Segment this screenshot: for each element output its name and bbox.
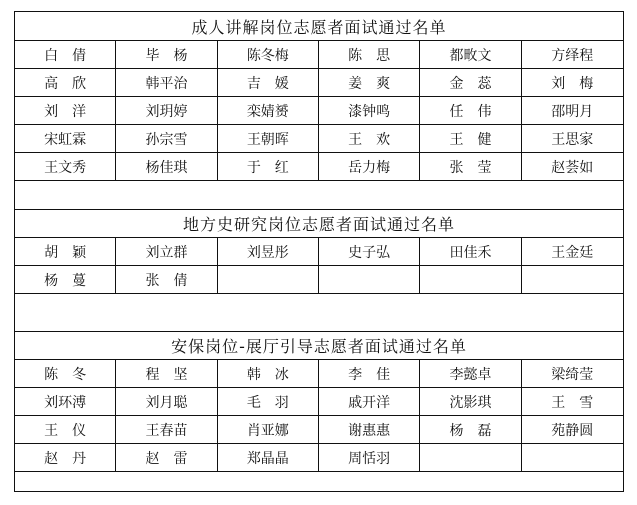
name-cell: 王 仪 — [15, 416, 116, 443]
name-cell: 梁绮莹 — [551, 366, 594, 383]
name-cell: 姜 爽 — [319, 69, 420, 96]
name-cell — [420, 266, 521, 293]
spacer-row — [15, 181, 623, 210]
name-cell: 赵 雷 — [116, 444, 217, 471]
table-row — [15, 238, 623, 266]
name-cell: 赵 丹 — [15, 444, 116, 471]
name-cell: 田佳禾 — [420, 238, 521, 265]
name-cell: 邵明月 — [551, 103, 594, 120]
name-cell: 刘立群 — [116, 238, 217, 265]
name-cell — [522, 266, 623, 293]
name-cell: 程 坚 — [116, 360, 217, 387]
name-cell: 陈 冬 — [15, 360, 116, 387]
name-cell: 张 莹 — [420, 153, 521, 180]
name-cell: 陈 思 — [319, 41, 420, 68]
name-cell: 王金廷 — [551, 244, 594, 261]
name-cell: 刘 洋 — [15, 97, 116, 124]
name-cell: 苑静圆 — [551, 422, 594, 439]
name-cell: 张 倩 — [116, 266, 217, 293]
name-cell: 郑晶晶 — [218, 444, 319, 471]
name-cell: 刘玥婷 — [116, 97, 217, 124]
name-cell: 栾婧赟 — [218, 97, 319, 124]
table-row — [15, 266, 623, 294]
name-cell: 王 雪 — [551, 394, 594, 411]
name-cell: 方绎程 — [551, 47, 594, 64]
name-cell: 刘环溥 — [15, 388, 116, 415]
table-row — [15, 360, 623, 388]
name-cell: 任 伟 — [420, 97, 521, 124]
name-cell: 高 欣 — [15, 69, 116, 96]
name-cell: 金 蕊 — [420, 69, 521, 96]
name-cell: 杨 磊 — [420, 416, 521, 443]
table-row — [15, 41, 623, 69]
table-row — [15, 97, 623, 125]
name-cell: 毛 羽 — [218, 388, 319, 415]
name-cell: 岳力梅 — [319, 153, 420, 180]
table-row — [15, 125, 623, 153]
name-cell: 王思家 — [551, 131, 594, 148]
name-cell: 杨 蔓 — [15, 266, 116, 293]
name-cell: 刘月聪 — [116, 388, 217, 415]
name-cell: 王 健 — [420, 125, 521, 152]
name-cell: 漆钟鸣 — [319, 97, 420, 124]
section-title: 安保岗位-展厅引导志愿者面试通过名单 — [15, 332, 623, 360]
name-cell: 刘昱彤 — [218, 238, 319, 265]
name-cell: 王文秀 — [15, 153, 116, 180]
name-cell: 毕 杨 — [116, 41, 217, 68]
name-cell: 宋虹霖 — [15, 125, 116, 152]
table-row — [15, 444, 623, 472]
name-cell: 韩平治 — [116, 69, 217, 96]
name-cell: 刘 梅 — [551, 75, 594, 92]
name-list-table — [14, 11, 624, 492]
spacer-row — [15, 294, 623, 332]
name-cell: 谢惠惠 — [319, 416, 420, 443]
name-cell: 王朝晖 — [218, 125, 319, 152]
name-cell: 周恬羽 — [319, 444, 420, 471]
name-cell: 陈冬梅 — [218, 41, 319, 68]
table-row — [15, 416, 623, 444]
name-cell: 王春苗 — [116, 416, 217, 443]
name-cell — [319, 266, 420, 293]
table-row — [15, 69, 623, 97]
name-cell: 胡 颖 — [15, 238, 116, 265]
name-cell: 王 欢 — [319, 125, 420, 152]
name-cell — [420, 444, 521, 471]
name-cell: 白 倩 — [15, 41, 116, 68]
name-cell: 戚开洋 — [319, 388, 420, 415]
name-cell: 李懿卓 — [420, 360, 521, 387]
name-cell: 李 佳 — [319, 360, 420, 387]
name-cell: 史子弘 — [319, 238, 420, 265]
name-cell — [522, 444, 623, 471]
spacer-row — [15, 472, 623, 491]
table-row — [15, 388, 623, 416]
name-cell: 孙宗雪 — [116, 125, 217, 152]
name-cell: 于 红 — [218, 153, 319, 180]
section-title: 成人讲解岗位志愿者面试通过名单 — [15, 12, 623, 41]
name-cell: 赵荟如 — [551, 159, 594, 176]
name-cell: 肖亚娜 — [218, 416, 319, 443]
name-cell: 沈影琪 — [420, 388, 521, 415]
name-cell: 都畋文 — [420, 41, 521, 68]
table-row — [15, 153, 623, 181]
name-cell: 韩 冰 — [218, 360, 319, 387]
section-title: 地方史研究岗位志愿者面试通过名单 — [15, 210, 623, 238]
name-cell: 杨佳琪 — [116, 153, 217, 180]
name-cell: 吉 媛 — [218, 69, 319, 96]
name-cell — [218, 266, 319, 293]
